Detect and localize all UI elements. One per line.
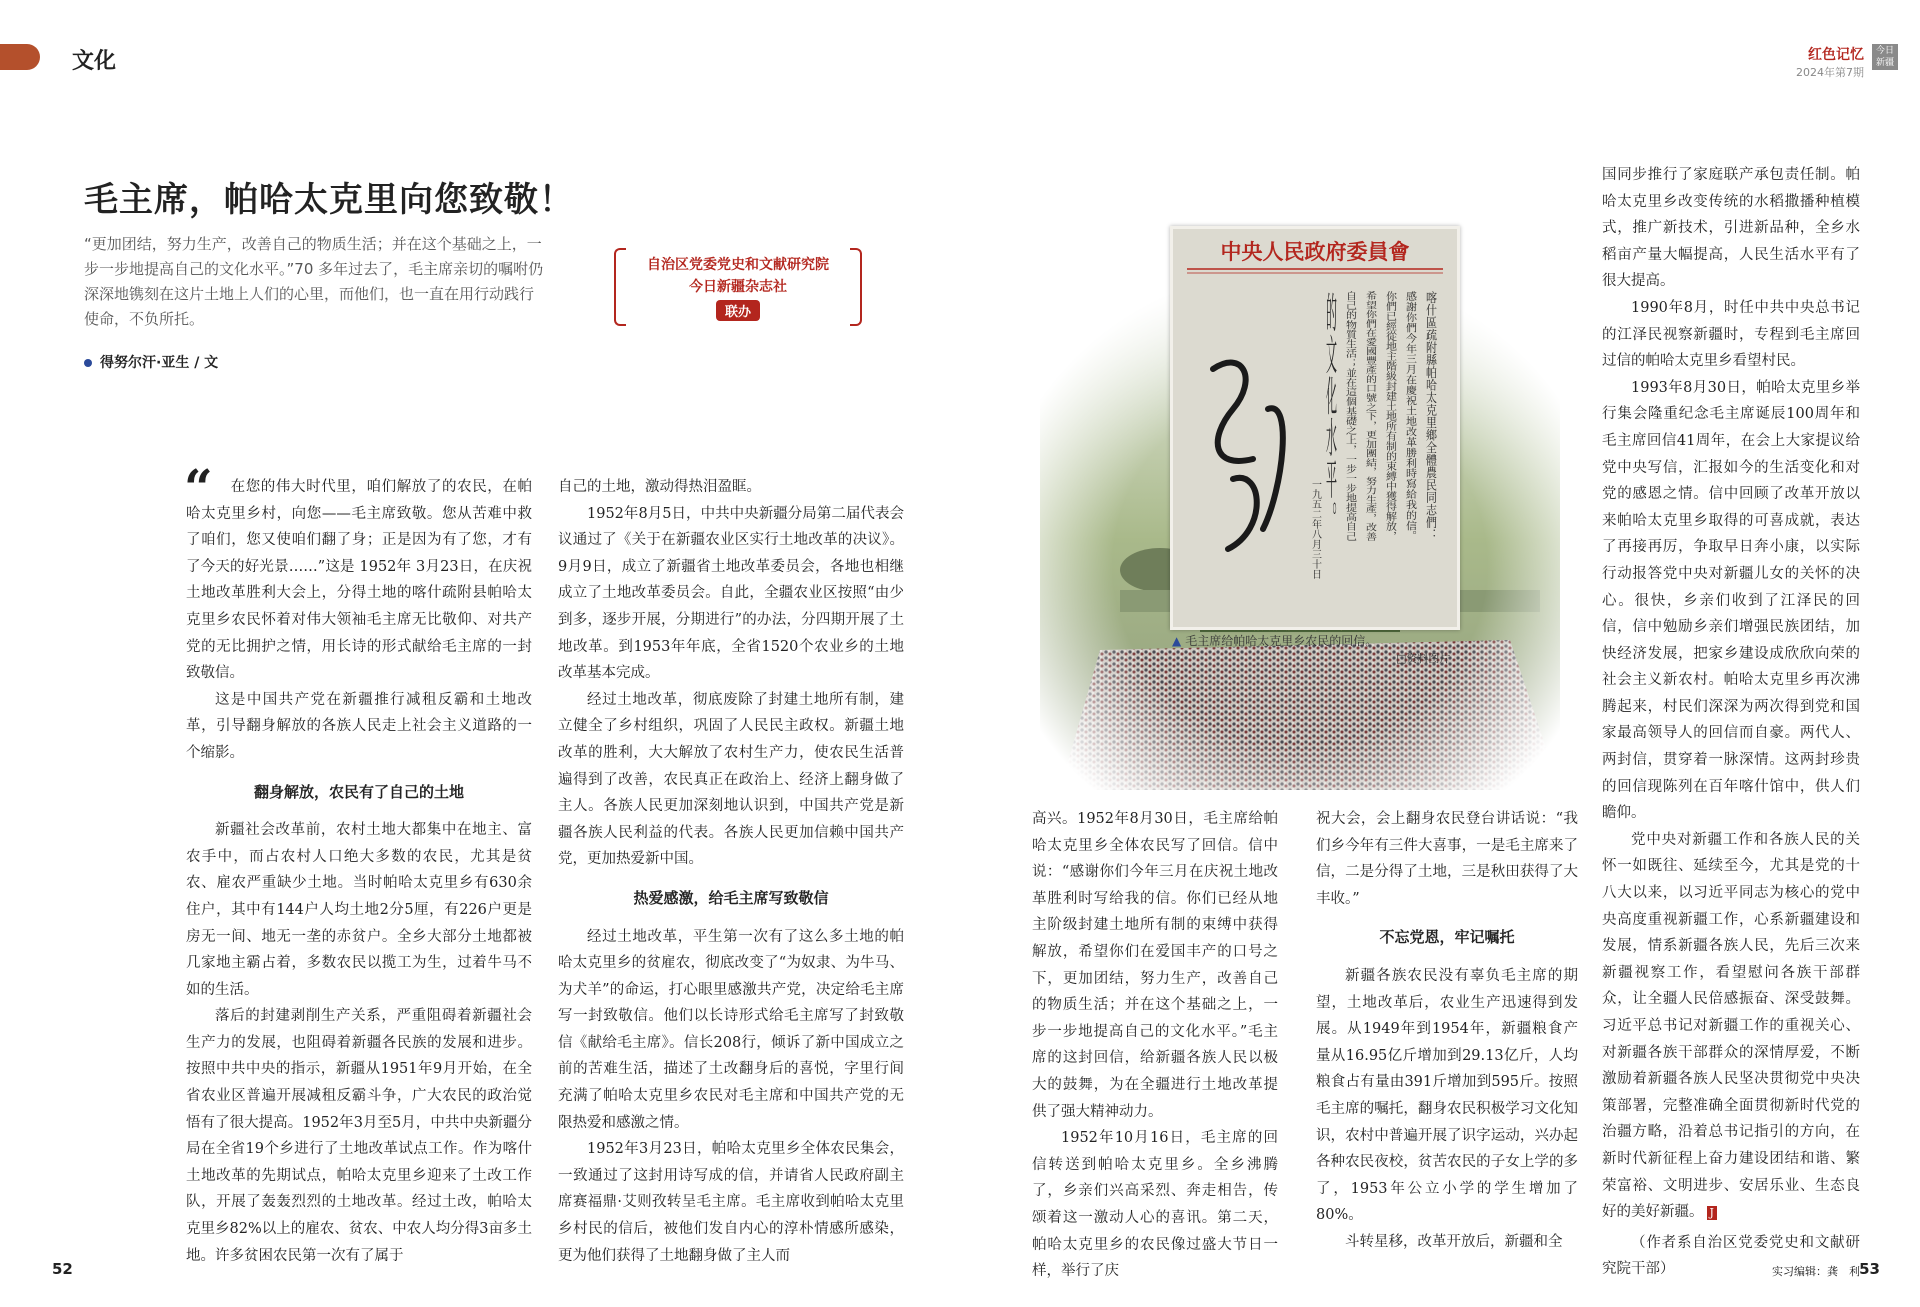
paragraph: 新疆社会改革前，农村土地大都集中在地主、富农手中，而占农村人口绝大多数的农民，尤其是贫农、雇农严重缺少土地。当时帕哈太克里乡有630余住户，其中有144户人均土地2分5厘，有226户更是房无一间、地无一垄的赤贫户。全乡大部分土地都被几家地主霸占着，多数农民以揽工为生，过着牛马不如的生活。 <box>186 822 532 998</box>
editor-credit: 实习编辑：龚 利 <box>1772 1265 1860 1278</box>
text-column-5 <box>1602 162 1860 1283</box>
paragraph: 1993年8月30日，帕哈太克里乡举行集会隆重纪念毛主席诞辰100周年和毛主席回信41周年，在会上大家提议给党中央写信，汇报如今的生活变化和对党的感恩之情。信中回顾了改革开放以来帕哈太克里乡取得的可喜成就，表达了再接再厉，争取早日奔小康，以实际行动报答党中央对新疆儿女的关怀的决心。很快，乡亲们收到了江泽民的回信，信中勉励乡亲们增强民族团结，加快经济发展，把家乡建设成欣欣向荣的社会主义新农村。帕哈太克里乡再次沸腾起来，村民们深深为两次得到党和国家最高领导人的回信而自豪。两代人、两封信，贯穿着一脉深情。这两封珍贵的回信现陈列在百年喀什馆中，供人们瞻仰。 <box>1602 379 1860 822</box>
article-lead: “更加团结，努力生产，改善自己的物质生活；并在这个基础之上，一步一步地提高自己的文化水平。”70 多年过去了，毛主席亲切的嘱咐仍深深地镌刻在这片土地上人们的心里，而他们，也一直在用行动践行使命，不负所托。 <box>84 235 544 328</box>
letter-date: 一九五二年八月三十日 <box>1309 479 1321 579</box>
paragraph: 自己的土地，激动得热泪盈眶。 <box>558 479 761 495</box>
paragraph: 落后的封建剥削生产关系，严重阻碍着新疆社会生产力的发展，也阻碍着新疆各民族的发展和进步。按照中共中央的指示，新疆从1951年9月开始，在全省农业区普遍开展减租反霸斗争，广大农民的政治觉悟有了很大提高。1952年3月至5月，中共中央新疆分局在全省19个乡进行了土地改革试点工作。作为喀什土地改革的先期试点，帕哈太克里乡迎来了土改工作队，开展了轰轰烈烈的土地改革。经过土改，帕哈太克里乡82%以上的雇农、贫农、中农人均分得3亩多土地。许多贫困农民第一次有了属于 <box>186 1008 532 1264</box>
magazine-header <box>1796 44 1864 80</box>
paragraph: 这是中国共产党在新疆推行减租反霸和土地改革，引导翻身解放的各族人民走上社会主义道路的一个缩影。 <box>186 691 532 761</box>
paragraph: 祝大会，会上翻身农民登台讲话说：“我们乡今年有三件大喜事，一是毛主席来了信，二是分得了土地，三是秋田获得了大丰收。” <box>1316 811 1578 907</box>
magazine-column-name: 红色记忆 <box>1808 47 1864 63</box>
organizer-line-1: 自治区党委党史和文献研究院 <box>647 257 829 273</box>
text-column-3 <box>1032 806 1278 1285</box>
magazine-logo: 今日新疆 <box>1872 44 1898 70</box>
author-signature: （作者系自治区党委党史和文献研究院干部） <box>1602 1234 1860 1278</box>
paragraph: 1952年3月23日，帕哈太克里乡全体农民集会，一致通过了这封用诗写成的信，并请省人民政府副主席赛福鼎·艾则孜转呈毛主席。毛主席收到帕哈太克里乡村民的信后，被他们发自内心的淳朴情感所感染，更为他们获得了土地翻身做了主人而 <box>558 1141 904 1264</box>
text-column-4 <box>1316 806 1578 1256</box>
letter-line: 你們已經從地主階級封建土地所有制的束縛中獲得解放， <box>1384 291 1398 566</box>
paragraph: 经过土地改革，彻底废除了封建土地所有制，建立健全了乡村组织，巩固了人民民主政权。新疆土地改革的胜利，大大解放了农村生产力，使农民生活普遍得到了改善，农民真正在政治上、经济上翻身做了主人。各族人民更加深刻地认识到，中国共产党是新疆各族人民利益的代表。各族人民更加信赖中国共产党，更加热爱新中国。 <box>558 691 904 868</box>
article-title: 毛主席，帕哈太克里向您致敬！ <box>84 180 574 220</box>
photo-credit: □资料图片 <box>1396 652 1451 665</box>
paragraph: 国同步推行了家庭联产承包责任制。帕哈太克里乡改变传统的水稻撒播种植模式，推广新技术，引进新品种，全乡水稻亩产量大幅提高，人民生活水平有了很大提高。 <box>1602 167 1860 290</box>
paragraph: 在您的伟大时代里，咱们解放了的农民，在帕哈太克里乡村，向您——毛主席致敬。您从苦难中救了咱们，您又使咱们翻了身；正是因为有了您，才有了今天的好光景……”这是 1952年 3月23日，在庆祝土地改革胜利大会上，分得土地的喀什疏附县帕哈太克里乡农民怀着对伟大领袖毛主席无比敬仰、对共产党的无比拥护之情，用长诗的形式献给毛主席的一封致敬信。 <box>186 479 532 682</box>
issue-number: 2024年第7期 <box>1796 66 1864 79</box>
paragraph: 1952年8月5日，中共中央新疆分局第二届代表会议通过了《关于在新疆农业区实行土地改革的决议》。9月9日，成立了新疆省土地改革委员会，各地也相继成立了土地改革委员会。自此，全疆农业区按照“由少到多，逐步开展，分期进行”的办法，分四期开展了土地改革。到1953年年底，全省1520个农业乡的土地改革基本完成。 <box>558 505 904 682</box>
page-number-left: 52 <box>52 1260 73 1278</box>
letter-line: 的文化水平。 <box>1324 291 1338 357</box>
subheading: 翻身解放，农民有了自己的土地 <box>253 782 464 801</box>
organizer-box <box>614 248 862 322</box>
letter-line: 自己的物質生活；並在這個基礎之上，一步一步地提高自己 <box>1344 291 1358 577</box>
organizer-line-2: 今日新疆杂志社 <box>689 279 787 295</box>
organizer-badge: 联办 <box>716 300 760 321</box>
photo-caption: ▲ 毛主席给帕哈太克里乡农民的回信。 <box>1172 634 1378 648</box>
paragraph: 经过土地改革，平生第一次有了这么多土地的帕哈太克里乡的贫雇农，彻底改变了“为奴隶、为牛马、为犬羊”的命运，打心眼里感激共产党，决定给毛主席写一封致敬信。他们以长诗形式给毛主席写了封致敬信《献给毛主席》。信长208行，倾诉了新中国成立之前的苦难生活，描述了土改翻身后的喜悦，字里行间充满了帕哈太克里乡农民对毛主席和中国共产党的无限热爱和感激之情。 <box>558 928 904 1131</box>
subheading: 不忘党恩，牢记嘱托 <box>1379 928 1515 947</box>
paragraph: 高兴。1952年8月30日，毛主席给帕哈太克里乡全体农民写了回信。信中说：“感谢你们今年三月在庆祝土地改革胜利时写给我的信。你们已经从地主阶级封建土地所有制的束缚中获得解放，希望你们在爱国丰产的口号之下，更加团结，努力生产，改善自己的物质生活；并在这个基础之上，一步一步地提高自己的文化水平。”毛主席的这封回信，给新疆各族人民以极大的鼓舞，为在全疆进行土地改革提供了强大精神动力。 <box>1032 811 1278 1120</box>
article-author <box>84 352 218 372</box>
paragraph: 新疆各族农民没有辜负毛主席的期望，土地改革后，农业生产迅速得到发展。从1949年到1954年，新疆粮食产量从16.95亿斤增加到29.13亿斤，人均粮食占有量由391斤增加到595斤。按照毛主席的嘱托，翻身农民积极学习文化知识，农村中普遍开展了识字运动，兴办起各种农民夜校，贫苦农民的子女上学的多了，1953年公立小学的学生增加了80%。 <box>1316 967 1578 1224</box>
paragraph: 党中央对新疆工作和各族人民的关怀一如既往、延续至今，尤其是党的十八大以来，以习近平同志为核心的党中央高度重视新疆工作，心系新疆建设和发展，情系新疆各族人民，先后三次来新疆视察工作，看望慰问各族干部群众，让全疆人民倍感振奋、深受鼓舞。习近平总书记对新疆工作的重视关心、对新疆各族干部群众的深情厚爱，不断激励着新疆各族人民坚决贯彻党中央决策部署，完整准确全面贯彻新时代党的治疆方略，沿着总书记指引的方向，在新时代新征程上奋力建设团结和谐、繁荣富裕、文明进步、安居乐业、生态良好的美好新疆。 J <box>1602 831 1860 1221</box>
letter-line: 希望你們在愛國豐產的口號之下，更加團結，努力生產，改善 <box>1364 291 1378 588</box>
opening-quote-mark: “ <box>184 458 213 517</box>
section-name: 文化 <box>72 49 117 74</box>
text-column-2 <box>558 474 904 1269</box>
paragraph: 斗转星移，改革开放后，新疆和全 <box>1345 1233 1563 1250</box>
caption-triangle-icon: ▲ <box>1172 634 1182 648</box>
bracket-right <box>850 248 862 326</box>
paragraph: 1952年10月16日，毛主席的回信转送到帕哈太克里乡。全乡沸腾了，乡亲们兴高采烈、奔走相告，传颂着这一激动人心的喜讯。第二天，帕哈太克里乡的农民像过盛大节日一样，举行了庆 <box>1032 1130 1278 1280</box>
letter-header: 中央人民政府委員會 <box>1220 239 1410 264</box>
page-number-right: 53 <box>1859 1260 1880 1278</box>
bracket-left <box>614 248 626 326</box>
author-dot-icon <box>84 359 92 367</box>
subheading: 热爱感激，给毛主席写致敬信 <box>633 888 829 907</box>
end-mark-icon: J <box>1707 1206 1717 1220</box>
section-tab-marker <box>0 44 40 70</box>
letter-line: 感謝你們今年三月在慶祝土地改革勝利時寫給我的信。 <box>1404 291 1418 555</box>
author-name: 得努尔汗·亚生 / 文 <box>100 355 219 371</box>
letter-graphic <box>1173 229 1457 627</box>
paragraph: 1990年8月，时任中共中央总书记的江泽民视察新疆时，专程到毛主席回过信的帕哈太克里乡看望村民。 <box>1602 299 1860 370</box>
letter-image <box>1170 226 1460 630</box>
letter-line: 喀什區疏附縣帕哈太克里鄉全體農民同志們： <box>1424 291 1438 511</box>
text-column-1 <box>186 474 532 1269</box>
